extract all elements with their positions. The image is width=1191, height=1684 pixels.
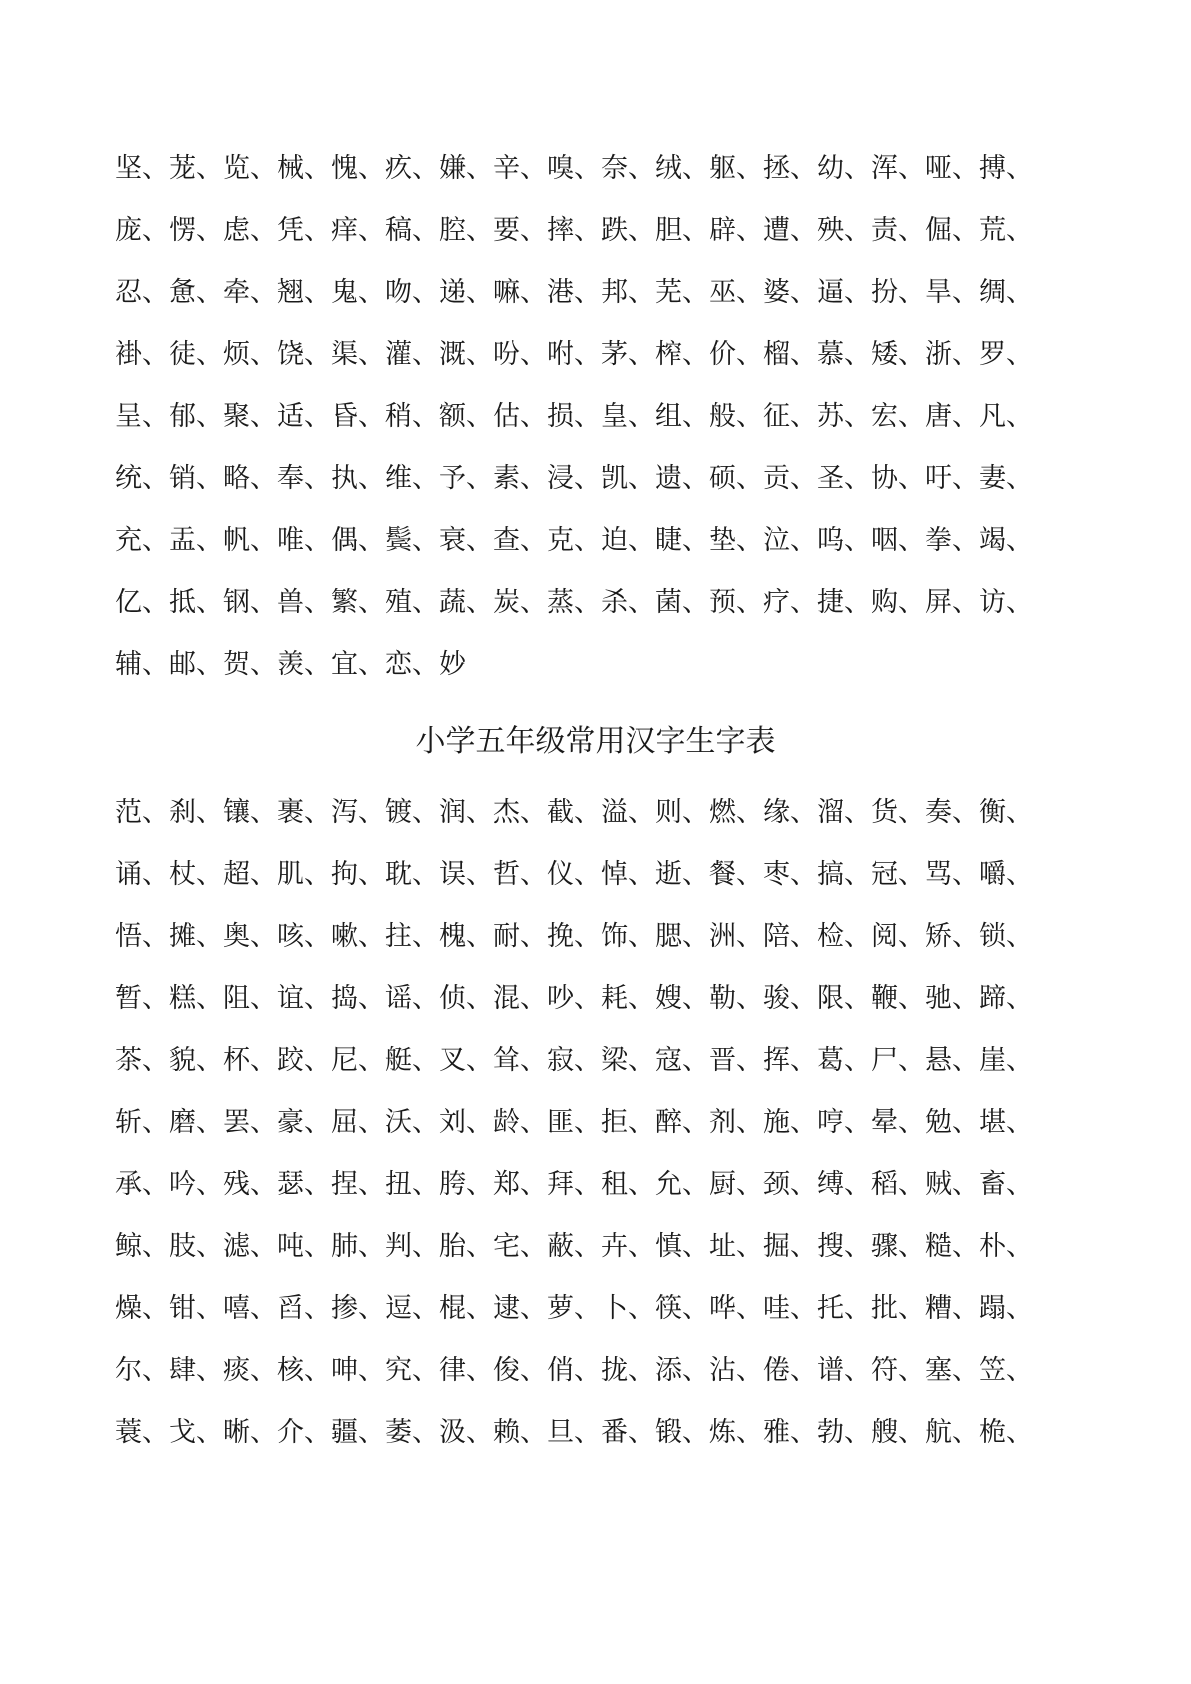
character-row: 鲸、肢、滤、吨、肺、判、胎、宅、蔽、卉、慎、址、掘、搜、骤、糙、朴、 [115, 1231, 1033, 1262]
character-row: 茶、貌、杯、跤、尼、艇、叉、耸、寂、梁、寇、晋、挥、葛、尸、悬、崖、 [115, 1045, 1033, 1076]
character-row: 燥、钳、嘻、舀、掺、逗、棍、逮、萝、卜、筷、哗、哇、托、批、糟、蹋、 [115, 1293, 1033, 1324]
character-row: 尔、肆、痰、核、呻、究、律、俊、俏、拢、添、沾、倦、谱、符、塞、笠、 [115, 1355, 1033, 1386]
character-row: 统、销、略、奉、执、维、予、素、浸、凯、遗、硕、贡、圣、协、吁、妻、 [115, 463, 1033, 494]
character-row: 诵、杖、超、肌、拘、耽、误、哲、仪、悼、逝、餐、枣、搞、冠、骂、嚼、 [115, 859, 1033, 890]
character-row: 承、吟、残、瑟、捏、扭、胯、郑、拜、租、允、厨、颈、缚、稻、贼、畜、 [115, 1169, 1033, 1200]
character-row: 斩、磨、罢、豪、屈、沃、刘、龄、匪、拒、醉、剂、施、哼、晕、勉、堪、 [115, 1107, 1033, 1138]
character-list-grade5 [115, 782, 1115, 1464]
character-row: 呈、郁、聚、适、昏、稍、额、估、损、皇、组、般、征、苏、宏、唐、凡、 [115, 401, 1033, 432]
character-row: 悟、摊、奥、咳、嗽、拄、槐、耐、挽、饰、腮、洲、陪、检、阅、矫、锁、 [115, 921, 1033, 952]
character-row: 褂、徒、烦、饶、渠、灌、溉、吩、咐、茅、榨、价、榴、慕、矮、浙、罗、 [115, 339, 1033, 370]
character-row: 范、刹、镶、裹、泻、镀、润、杰、截、溢、则、燃、缘、溜、货、奏、衡、 [115, 797, 1033, 828]
character-row: 充、盂、帆、唯、偶、鬓、衰、查、克、迫、睫、垫、泣、呜、咽、拳、竭、 [115, 525, 1033, 556]
character-row: 忍、惫、牵、翘、鬼、吻、递、嘛、港、邦、芜、巫、婆、逼、扮、旱、绸、 [115, 277, 1033, 308]
character-row: 暂、糕、阻、谊、捣、谣、侦、混、吵、耗、嫂、勒、骏、限、鞭、驰、蹄、 [115, 983, 1033, 1014]
character-row: 蓑、戈、晰、介、疆、萎、汲、赖、旦、番、锻、炼、雅、勃、艘、航、桅、 [115, 1417, 1033, 1448]
character-row: 亿、抵、钢、兽、繁、殖、蔬、炭、蒸、杀、菌、预、疗、捷、购、屏、访、 [115, 587, 1033, 618]
section-title: 小学五年级常用汉字生字表 [415, 724, 776, 759]
character-row: 坚、茏、览、械、愧、疚、嫌、辛、嗅、奈、绒、躯、拯、幼、浑、哑、搏、 [115, 153, 1033, 184]
character-row: 庞、愣、虑、凭、痒、稿、腔、要、摔、跌、胆、辟、遭、殃、责、倔、荒、 [115, 215, 1033, 246]
character-list-previous-grade [115, 138, 1115, 696]
character-row: 辅、邮、贺、羡、宜、恋、妙 [115, 649, 466, 680]
